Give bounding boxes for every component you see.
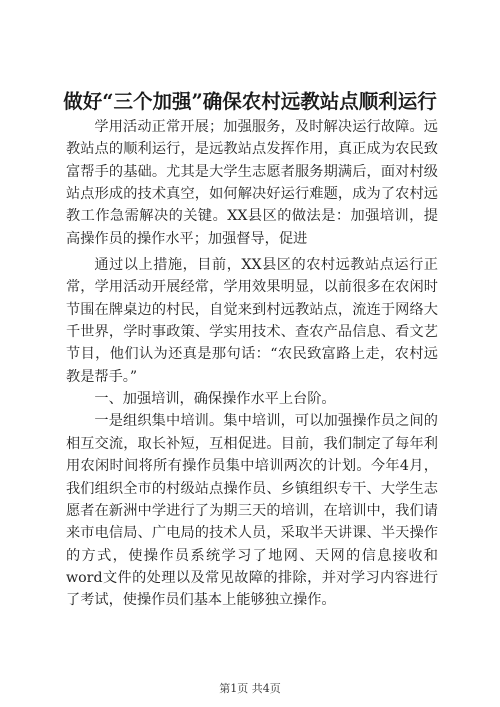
- paragraph-1: 学用活动正常开展；加强服务，及时解决运行故障。远教站点的顺利运行，是远教站点发挥作用，真正成为农民致富帮手的基础。尤其是大学生志愿者服务期满后，面对村级站点形成的技术真空，如何解决好运行难题，成为了农村远教工作急需解决的关键。XX县区的做法是：加强培训，提高操作员的操作水平；加强督导，促进: [66, 119, 438, 247]
- paragraph-3: 一是组织集中培训。集中培训，可以加强操作员之间的相互交流，取长补短，互相促进。目前，我们制定了每年利用农闲时间将所有操作员集中培训两次的计划。今年4月，我们组织全市的村级站点操作员、乡镇组织专干、大学生志愿者在新洲中学进行了为期三天的培训，在培训中，我们请来市电信局、广电局的技术人员，采取半天讲课、半天操作的方式，使操作员系统学习了地网、天网的信息接收和word文件的处理以及常见故障的排除，并对学习内容进行了考试，使操作员们基本上能够独立操作。: [66, 413, 438, 609]
- document-title: 做好“三个加强”确保农村远教站点顺利运行: [63, 90, 437, 113]
- document-body: [66, 116, 438, 612]
- section-heading: 一、加强培训，确保操作水平上台阶。: [94, 391, 336, 408]
- paragraph-2: 通过以上措施，目前，XX县区的农村远教站点运行正常，学用活动开展经常，学用效果明显，以前很多在农闲时节围在牌桌边的村民，自觉来到村远教站点，流连于网络大千世界，学时事政策、学实用技术、查农产品信息、看文艺节目，他们认为还真是那句话：“农民致富路上走，农村远教是帮手。”: [66, 257, 438, 385]
- page-footer: 第1页 共4页: [219, 682, 281, 695]
